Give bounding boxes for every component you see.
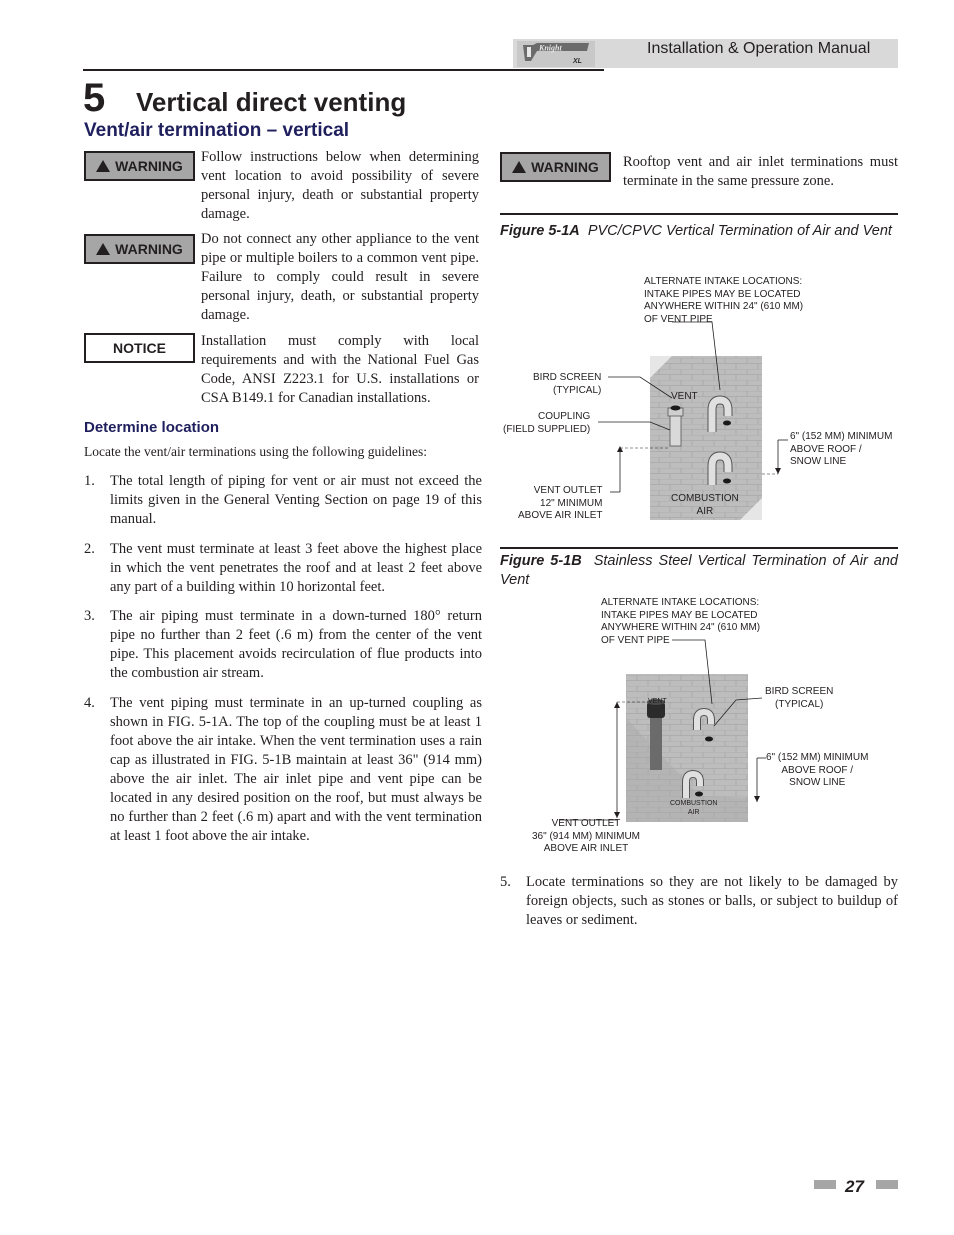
warning-label: WARNING [115, 158, 183, 174]
bird-screen-label: BIRD SCREEN (TYPICAL) [533, 372, 602, 396]
alternate-intake-label: ALTERNATE INTAKE LOCATIONS: INTAKE PIPES MAY BE LOCATED ANYWHERE WITHIN 24" (610 MM) OF VENT PIPE [601, 597, 761, 646]
combustion-air-label: COMBUSTION AIR [671, 493, 739, 517]
warning-triangle-icon [96, 160, 110, 172]
intro-text: Locate the vent/air terminations using the following guidelines: [84, 444, 428, 459]
figure-caption [500, 222, 898, 241]
warning-badge [84, 151, 195, 181]
callout-text: Rooftop vent and air inlet terminations must terminate in the same pressure zone. [623, 154, 898, 189]
figure-caption-text: Stainless Steel Vertical Termination of Air and Vent [500, 553, 898, 588]
list-number: 5. [500, 874, 511, 890]
callout-text: Do not connect any other appliance to the vent pipe or multiple boilers to a common vent pipe. Failure to comply could result in severe personal injury, death, or substantial property damage. [201, 231, 479, 323]
list-item: The total length of piping for vent or air must not exceed the limits given in the General Venting Section on page 19 of this manual. [110, 473, 482, 527]
figure-rule [500, 213, 898, 215]
manual-title: Installation & Operation Manual [647, 40, 871, 57]
warning-label: WARNING [531, 159, 599, 175]
list-item: The vent piping must terminate in an up-turned coupling as shown in FIG. 5-1A. The top of the coupling must be at least 1 foot above the air intake. When the vent termination uses a rain cap as illustrated in FIG. 5-1B maintain at least 36" (914 mm) above the air inlet. The air inlet pipe and vent pipe can be located in any desired position on the roof, but must always be no further than 2 feet (.6 m) apart and with the vent termination at least 1 foot above the air intake. [110, 695, 482, 844]
chapter-number: 5 [83, 76, 106, 120]
page-number: 27 [845, 1177, 864, 1196]
list-number: 4. [84, 695, 95, 711]
figure-number: Figure 5-1A [500, 223, 580, 239]
svg-text:XL: XL [573, 58, 582, 65]
figure-number: Figure 5-1B [500, 553, 582, 569]
min-above-roof-label: 6" (152 MM) MINIMUM ABOVE ROOF / SNOW LINE [766, 752, 869, 788]
alternate-intake-label: ALTERNATE INTAKE LOCATIONS: INTAKE PIPES MAY BE LOCATED ANYWHERE WITHIN 24" (610 MM) OF VENT PIPE [644, 276, 804, 325]
notice-badge [84, 333, 195, 363]
coupling-label: COUPLING (FIELD SUPPLIED) [503, 411, 591, 435]
callout-text: Follow instructions below when determining vent location to avoid possibility of severe personal injury, death or substantial property damage. [201, 149, 479, 222]
list-item: The air piping must terminate in a down-turned 180° return pipe no further than 2 feet (.6 m) from the center of the vent pipe. This placement avoids recirculation of flue products into the combustion air stream. [110, 608, 482, 681]
list-item: The vent must terminate at least 3 feet above the highest place in which the vent penetrates the roof and at least 2 feet above any part of a building within 10 horizontal feet. [110, 541, 482, 595]
warning-badge [84, 234, 195, 264]
header-rule [83, 69, 604, 71]
footer-bar [876, 1180, 898, 1189]
vent-label: VENT [671, 391, 698, 402]
notice-label: NOTICE [113, 340, 166, 356]
warning-label: WARNING [115, 241, 183, 257]
warning-triangle-icon [96, 243, 110, 255]
vent-outlet-label: VENT OUTLET 12" MINIMUM ABOVE AIR INLET [518, 485, 603, 521]
footer-bar [814, 1180, 836, 1189]
combustion-air-label: COMBUSTION AIR [670, 800, 718, 816]
list-number: 2. [84, 541, 95, 557]
svg-text:Knight: Knight [539, 43, 562, 53]
list-number: 1. [84, 473, 95, 489]
figure-rule [500, 547, 898, 549]
section-title: Vent/air termination – vertical [84, 120, 350, 141]
callout-text: Installation must comply with local requirements and with the National Fuel Gas Code, ANSI Z223.1 for U.S. installations or CSA B149.1 for Canadian installations. [201, 333, 479, 406]
list-number: 3. [84, 608, 95, 624]
list-item: Locate terminations so they are not likely to be damaged by foreign objects, such as stones or balls, or subject to buildup of leaves or sediment. [526, 874, 898, 928]
knight-xl-logo [517, 41, 595, 67]
figure-caption [500, 552, 898, 590]
vent-label: VENT [648, 698, 667, 705]
warning-triangle-icon [512, 161, 526, 173]
min-above-roof-label: 6" (152 MM) MINIMUM ABOVE ROOF / SNOW LINE [790, 431, 893, 467]
chapter-title: Vertical direct venting [136, 87, 407, 117]
figure-caption-text: PVC/CPVC Vertical Termination of Air and Vent [587, 223, 892, 239]
vent-outlet-label: VENT OUTLET 36" (914 MM) MINIMUM ABOVE AIR INLET [532, 818, 641, 854]
warning-badge [500, 152, 611, 182]
subsection-title: Determine location [84, 419, 220, 436]
bird-screen-label: BIRD SCREEN (TYPICAL) [765, 686, 834, 710]
